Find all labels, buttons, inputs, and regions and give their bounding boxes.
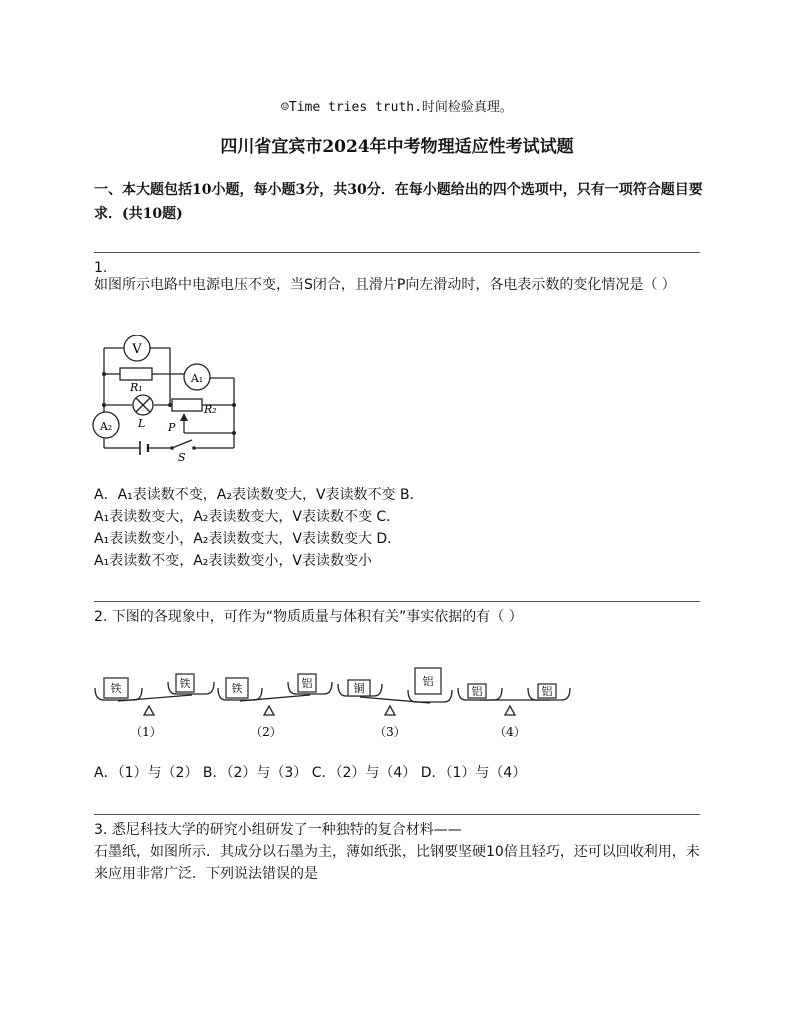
r2-label: R₂ [204,403,217,416]
balance-3-left-label: 铜 [353,682,365,695]
voltmeter-label: V [132,342,142,357]
question-divider [94,252,700,253]
slider-label: P [168,421,176,434]
question-3-stem: 石墨纸，如图所示．其成分以石墨为主，薄如纸张，比钢要坚硬10倍且轻巧，还可以回收利用，未来应用非常广泛．下列说法错误的是 [94,844,700,882]
question-1-number: 1. [94,260,108,276]
balance-3-right-label: 铝 [422,675,434,688]
balance-4-caption: （4） [494,725,526,739]
balance-2-right-label: 铝 [301,677,313,690]
ammeter1-label: A₁ [190,372,204,385]
ammeter2-label: A₂ [99,420,113,433]
question-1-option-line: A₁表读数不变，A₂表读数变小，V表读数变小 [94,553,372,569]
circuit-diagram [92,335,244,465]
question-1-options [94,484,700,572]
question-divider [94,814,700,815]
question-2-options: A．（1）与（2） B．（2）与（3） C．（2）与（4） D．（1）与（4） [94,765,527,781]
balance-1-left-label: 铁 [110,682,122,695]
balance-1-right-label: 铁 [179,677,191,690]
r1-label: R₁ [130,381,143,394]
page-title: 四川省宜宾市2024年中考物理适应性考试试题 [220,137,574,157]
question-3-stem-line1: 3. 悉尼科技大学的研究小组研发了一种独特的复合材料—— [94,822,462,838]
question-1-option-line: A．A₁表读数不变，A₂表读数变大，V表读数不变 B． [94,487,424,503]
question-divider [94,601,700,602]
question-1-stem: 如图所示电路中电源电压不变，当S闭合，且滑片P向左滑动时，各电表示数的变化情况是（ ） [94,277,676,293]
question-1-option-line: A₁表读数变小，A₂表读数变大，V表读数变大 D． [94,531,402,547]
motto: ☺Time tries truth.时间检验真理。 [281,100,513,115]
question-1-option-line: A₁表读数变大，A₂表读数变大，V表读数不变 C． [94,509,401,525]
balance-3-caption: （3） [374,725,406,739]
balance-2-caption: （2） [250,725,282,739]
balance-figures [92,660,572,742]
section-instructions: 一、本大题包括10小题，每小题3分，共30分．在每小题给出的四个选项中，只有一项符合题目要求．(共10题) [94,182,703,222]
switch-label: S [178,451,186,464]
balance-1-caption: （1） [130,725,162,739]
lamp-label: L [138,417,146,430]
balance-4-left-label: 铝 [471,685,483,698]
balance-4-right-label: 铝 [541,685,553,698]
question-2-stem: 2. 下图的各现象中，可作为“物质质量与体积有关”事实依据的有（ ） [94,609,523,625]
balance-2-left-label: 铁 [231,682,243,695]
